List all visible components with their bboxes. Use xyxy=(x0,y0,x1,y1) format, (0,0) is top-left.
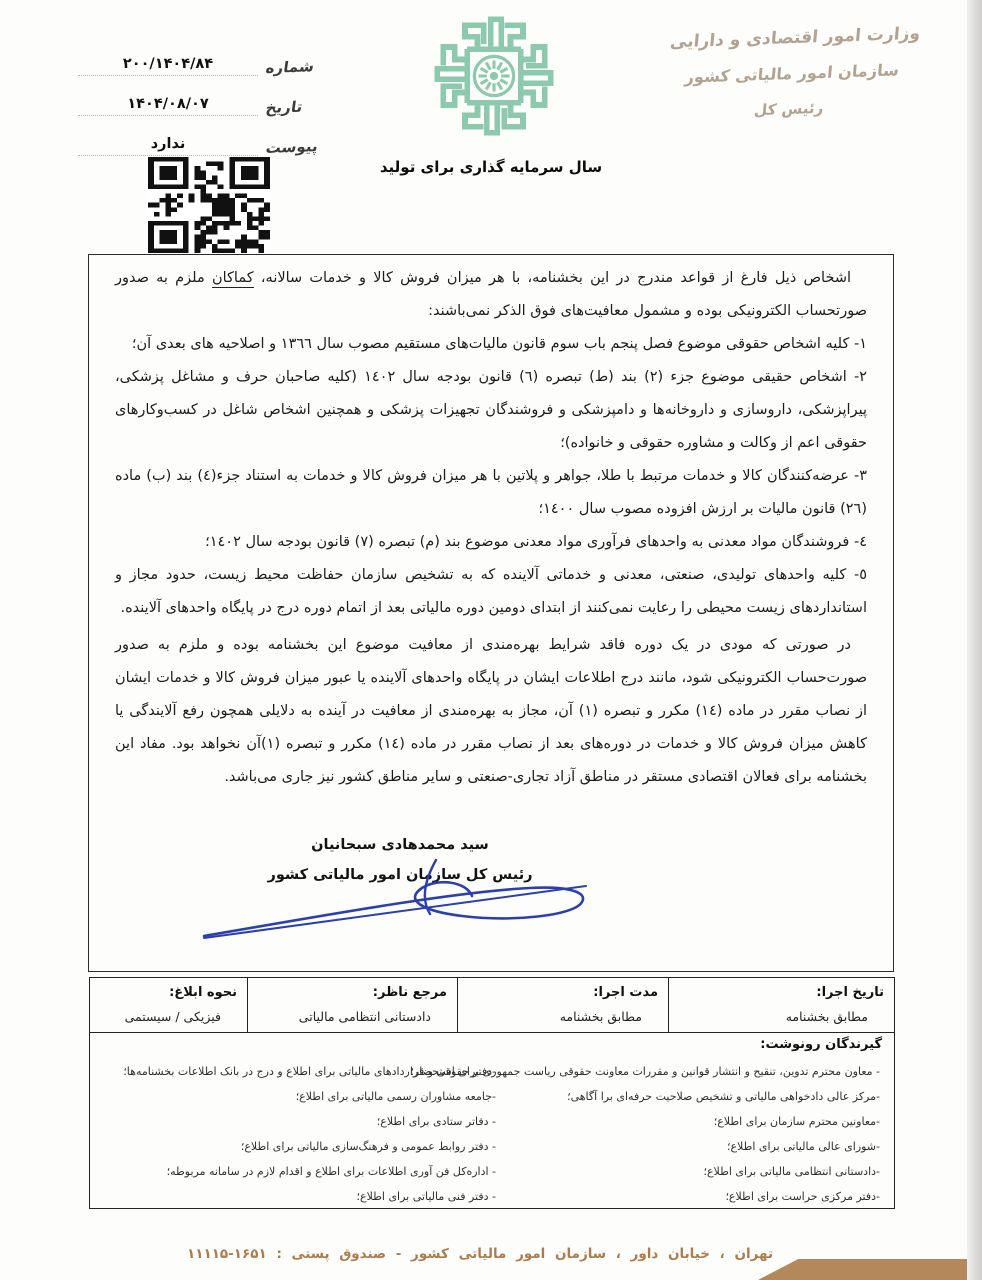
director-general-title: رئیس کل xyxy=(753,98,825,120)
recipient-item: - دفاتر ستادی برای اطلاع؛ xyxy=(376,1115,496,1128)
intro-text-after: ملزم به صدور صورتحساب الکترونیکی بوده و مشمول معافیت‌های فوق الذکر نمی‌باشند: xyxy=(115,270,867,319)
recipient-item: -دفتر حقوقی و قراردادهای مالیاتی برای اطلاع و درج در بانک اطلاعات بخشنامه‌ها؛ xyxy=(123,1065,496,1078)
letterhead-calligraphy xyxy=(637,15,947,131)
intro-text-before: اشخاص ذیل فارغ از قواعد مندرج در این بخشنامه، با هر میزان فروش کالا و خدمات سالانه، xyxy=(253,270,851,286)
table-cell-execution-period xyxy=(457,978,668,1032)
recipients-column-left xyxy=(104,1059,496,1209)
execution-date-value: مطابق بخشنامه xyxy=(785,1009,868,1024)
recipient-item: - اداره‌کل فن آوری اطلاعات برای اطلاع و اقدام لازم در سامانه مربوطه؛ xyxy=(166,1165,496,1178)
recipient-item: -دفتر مرکزی حراست برای اطلاع؛ xyxy=(725,1190,880,1203)
recipient-item: -جامعه مشاوران رسمی مالیاتی برای اطلاع؛ xyxy=(295,1090,496,1103)
execution-period-label: مدت اجرا: xyxy=(593,985,658,1000)
desk-surface-corner xyxy=(758,1259,982,1280)
recipient-item: - معاون محترم تدوین، تنقیح و انتشار قوانین و مقررات معاونت حقوقی ریاست جمهوری برای استحضار؛ xyxy=(410,1065,880,1078)
recipient-item: -معاونین محترم سازمان برای اطلاع؛ xyxy=(713,1115,880,1128)
execution-period-value: مطابق بخشنامه xyxy=(559,1009,642,1024)
doc-attachment-row xyxy=(78,116,328,156)
doc-attachment-value: ندارد xyxy=(78,136,258,156)
doc-attachment-label: پیوست xyxy=(264,137,320,157)
signer-title: رئیس کل سازمان امور مالیاتی کشور xyxy=(267,867,533,883)
year-slogan: سال سرمایه گذاری برای تولید xyxy=(379,158,603,176)
notification-method-label: نحوه ابلاغ: xyxy=(169,985,237,1000)
table-cell-supervisory-authority xyxy=(247,978,457,1032)
qr-code xyxy=(148,157,270,253)
supervisory-authority-label: مرجع ناظر: xyxy=(372,985,447,1000)
list-item-1: ١- کلیه اشخاص حقوقی موضوع فصل پنجم باب سوم قانون مالیات‌های مستقیم مصوب سال ١٣٦٦ و اصلاحیه های بعدی آن؛ xyxy=(131,336,867,352)
recipient-item: - دفتر فنی مالیاتی برای اطلاع؛ xyxy=(356,1190,496,1203)
list-item-3: ٣- عرضه‌کنندگان کالا و خدمات مرتبط با طلا، جواهر و پلاتین با هر میزان فروش کالا و خدمات به استناد جزء(٤) بند (ب) ماده (٢٦) قانون مالیات بر ارزش افزوده مصوب سال ١٤٠٠؛ xyxy=(115,468,867,517)
table-cell-execution-date xyxy=(668,978,894,1032)
organization-name: سازمان امور مالیاتی کشور xyxy=(684,60,900,87)
recipient-item: -دادستانی انتظامی مالیاتی برای اطلاع؛ xyxy=(703,1165,880,1178)
signer-name: سید محمدهادی سبحانیان xyxy=(311,837,489,853)
execution-date-label: تاریخ اجرا: xyxy=(816,985,884,1000)
ministry-name: وزارت امور اقتصادی و دارایی xyxy=(669,23,922,53)
doc-date-label: تاریخ xyxy=(264,97,304,117)
recipients-title: گیرندگان رونوشت: xyxy=(760,1037,882,1052)
tax-organization-logo-icon xyxy=(421,14,567,138)
copy-recipients-box xyxy=(89,1033,895,1209)
doc-date-row xyxy=(78,76,328,116)
photo-edge-strip xyxy=(967,0,982,1280)
closing-paragraph: در صورتی که مودی در یک دوره فاقد شرایط بهره‌مندی از معافیت موضوع این بخشنامه بوده و ملزم به صدور صورت‌حساب الکترونیکی شود، مانند درج اطلاعات ایشان در پایگاه واحدهای آلاینده یا عبور میزان فروش کالا و خدمات ایشان از نصاب مقرر در ماده (١٤) مکرر و تبصره (١) آن، مجاز به بهره‌مندی از معافیت در آینده به دلایلی همچون رفع آلایندگی یا کاهش میزان فروش کالا و خدمات در دوره‌های بعد از نصاب مقرر در ماده (١٤) مکرر و تبصره (١)آن نخواهد بود. مفاد این بخشنامه برای فعالان اقتصادی مستقر در مناطق آزاد تجاری-صنعتی و سایر مناطق کشور نیز جاری می‌باشد. xyxy=(115,637,867,785)
handwritten-signature xyxy=(200,852,600,947)
doc-number-row xyxy=(78,36,328,76)
doc-number-label: شماره xyxy=(264,57,316,77)
recipient-item: -شورای عالی مالیاتی برای اطلاع؛ xyxy=(727,1140,880,1153)
doc-date-value: ۱۴۰۴/۰۸/۰۷ xyxy=(78,96,258,116)
list-item-5: ٥- کلیه واحدهای تولیدی، صنعتی، معدنی و خدماتی آلاینده که به تشخیص سازمان حفاظت محیط زیست، حدود مجاز و استانداردهای زیست محیطی را رعایت نمی‌کنند از ابتدای دومین دوره مالیاتی بعد از اتمام دوره درج در پایگاه واحدهای آلاینده. xyxy=(115,567,867,616)
notification-method-value: فیزیکی / سیستمی xyxy=(124,1009,221,1024)
table-cell-notification-method xyxy=(92,978,247,1032)
list-item-2: ٢- اشخاص حقیقی موضوع جزء (٢) بند (ط) تبصره (٦) قانون بودجه سال ١٤٠٢ (کلیه صاحبان حرف و مشاغل پزشکی، پیراپزشکی، داروسازی و داروخانه‌ها و دامپزشکی و فروشندگان تجهیزات پزشکی و همچنین اشخاص شاغل در کسب‌وکارهای حقوقی اعم از وکالت و مشاوره حقوقی و خانواده)؛ xyxy=(115,369,867,451)
footer-address: تهران ، خیابان داور ، سازمان امور مالیاتی کشور - صندوق پستی : ۱۶۵۱-۱۱۱۱۵ xyxy=(186,1246,774,1262)
recipient-item: - دفتر روابط عمومی و فرهنگ‌سازی مالیاتی برای اطلاع؛ xyxy=(240,1140,496,1153)
execution-info-table xyxy=(89,977,895,1033)
doc-number-value: ۲۰۰/۱۴۰۴/۸۴ xyxy=(78,56,258,76)
intro-paragraph xyxy=(115,262,867,328)
recipient-item: -مرکز عالی دادخواهی مالیاتی و تشخیص صلاحیت حرفه‌ای برا آگاهی؛ xyxy=(567,1090,880,1103)
intro-underlined-word: کماکان xyxy=(211,270,254,286)
header-meta-block xyxy=(78,36,328,156)
supervisory-authority-value: دادستانی انتظامی مالیاتی xyxy=(298,1009,431,1024)
list-item-4: ٤- فروشندگان مواد معدنی به واحدهای فرآوری مواد معدنی موضوع بند (م) تبصره (٧) قانون بودجه سال ١٤٠٢؛ xyxy=(205,534,867,550)
